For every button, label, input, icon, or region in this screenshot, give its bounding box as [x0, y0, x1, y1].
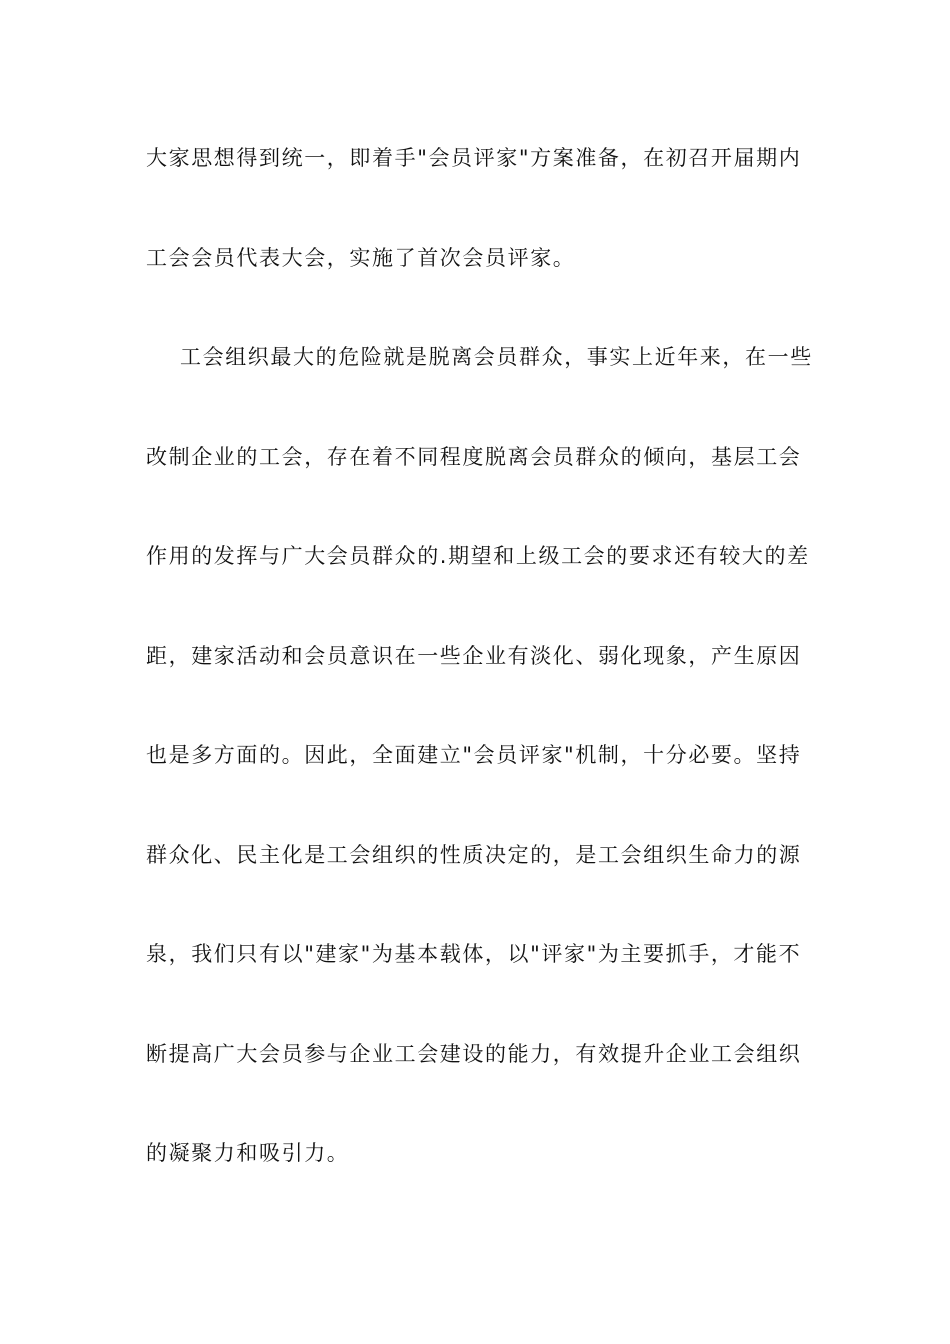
text-line: 断提高广大会员参与企业工会建设的能力，有效提升企业工会组织	[146, 1041, 802, 1066]
text-line: 作用的发挥与广大会员群众的.期望和上级工会的要求还有较大的差	[146, 544, 810, 568]
text-line: 的凝聚力和吸引力。	[146, 1141, 350, 1165]
text-line: 工会会员代表大会，实施了首次会员评家。	[146, 245, 576, 270]
text-line: 大家思想得到统一，即着手"会员评家"方案准备，在初召开届期内	[146, 146, 802, 170]
text-line: 泉，我们只有以"建家"为基本载体，以"评家"为主要抓手，才能不	[146, 942, 802, 966]
text-line: 也是多方面的。因此，全面建立"会员评家"机制，十分必要。坚持	[146, 743, 802, 767]
document-body	[146, 134, 816, 1229]
text-line: 群众化、民主化是工会组织的性质决定的，是工会组织生命力的源	[146, 842, 802, 867]
text-line: 改制企业的工会，存在着不同程度脱离会员群众的倾向，基层工会	[146, 444, 802, 469]
paragraph-start-line: 工会组织最大的危险就是脱离会员群众，事实上近年来，在一些	[180, 345, 813, 369]
text-line: 距，建家活动和会员意识在一些企业有淡化、弱化现象，产生原因	[146, 643, 802, 668]
